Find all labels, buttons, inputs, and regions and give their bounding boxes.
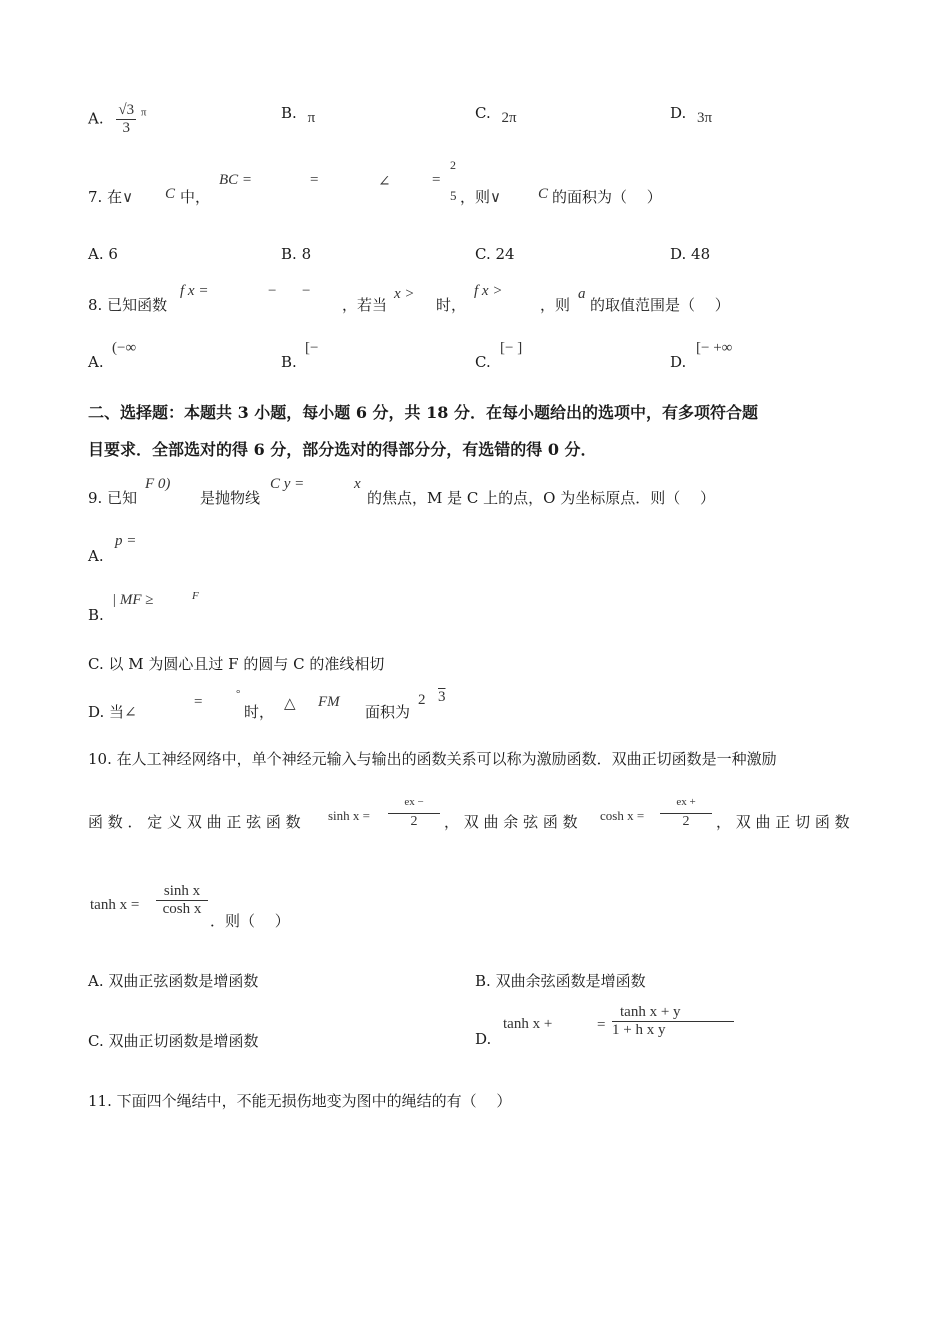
sqrt3-over-3-fraction — [116, 102, 136, 137]
q10-stem-line2: ， 双 曲 正 切 函 数 — [716, 813, 850, 831]
equals-sign: = — [310, 172, 319, 188]
q9-option-b-value: | MF ≥ — [112, 592, 154, 608]
option-label: B. — [281, 245, 297, 263]
option-label: C. — [88, 1032, 104, 1050]
fraction-denominator: 2 — [410, 814, 418, 829]
vertex-c: C — [165, 186, 176, 202]
q9-option-b-label: B. — [88, 606, 104, 624]
equals-sign: = — [597, 1017, 606, 1033]
option-value: 6 — [108, 245, 118, 263]
points-fm: FM — [318, 694, 340, 710]
option-label: D. — [670, 104, 687, 122]
option-value: 24 — [495, 245, 515, 263]
fraction-denominator: 1 + h x y — [612, 1022, 666, 1038]
q7-option-a — [88, 245, 118, 263]
fraction-numerator: 2 — [450, 158, 456, 172]
option-label: D. — [88, 703, 105, 721]
option-value: 2π — [501, 110, 517, 126]
q9-text: 面积为 — [365, 703, 411, 721]
tanh-sum-lhs: tanh x + — [503, 1016, 553, 1032]
fraction-numerator: √3 — [118, 102, 135, 118]
cosh-definition: cosh x = — [600, 808, 645, 823]
q7-stem-tail — [460, 186, 501, 207]
q7-text: 中， — [180, 188, 211, 206]
fraction-denominator: 5 — [450, 188, 457, 203]
triangle-symbol: △ — [284, 696, 296, 712]
function-expression: f x = — [180, 283, 209, 299]
condition-expression: x > — [394, 286, 415, 302]
q8-text: 时， — [436, 296, 467, 314]
q9-option-a-label: A. — [88, 547, 104, 565]
q8-option-d-label: D. — [670, 353, 687, 371]
q9-text: 的焦点，M 是 C 上的点，O 为坐标原点．则（ ） — [367, 489, 715, 507]
equals-sign: = — [194, 694, 203, 710]
section-heading-line2: 目要求．全部选对的得 6 分，部分选对的得部分分，有选错的得 0 分． — [88, 440, 597, 459]
q9-option-b-fragment: F — [192, 590, 199, 602]
option-label: C. — [88, 655, 104, 673]
q8-option-a-value: (−∞ — [112, 340, 137, 356]
parabola-equation: C y = — [270, 476, 305, 492]
option-label: B. — [281, 104, 297, 122]
q8-option-a-label: A. — [88, 353, 104, 371]
q8-option-d-value: [− +∞ — [696, 340, 733, 356]
angle-symbol: ∠ — [378, 174, 391, 190]
option-label: B. — [475, 972, 491, 990]
fraction-numerator: ex − — [388, 796, 440, 814]
question-number-text: 7. 在 — [88, 188, 123, 206]
sinh-fraction — [388, 796, 440, 830]
q8-option-b-label: B. — [281, 353, 297, 371]
minus-sign: − — [268, 283, 277, 299]
section-heading-line1: 二、选择题：本题共 3 小题，每小题 6 分，共 18 分．在每小题给出的选项中，有多项符合题 — [88, 403, 758, 422]
q10-option-a — [88, 970, 258, 991]
q10-stem-tail: ．则（ ） — [210, 912, 290, 930]
angle-symbol: ∠ — [124, 705, 137, 721]
minus-sign: − — [302, 283, 311, 299]
option-value: 双曲余弦函数是增函数 — [495, 972, 646, 990]
q10-option-c — [88, 1030, 259, 1051]
variable-x: x — [354, 476, 361, 492]
q10-stem-line2: 函 数 ． 定 义 双 曲 正 弦 函 数 — [88, 813, 301, 831]
q8-option-c-value: [− ] — [500, 340, 523, 356]
radicand: 3 — [438, 689, 446, 705]
q7-option-d — [670, 245, 710, 263]
q6-option-a — [88, 102, 146, 137]
coefficient-two: 2 — [418, 692, 426, 708]
option-value: 以 M 为圆心且过 F 的圆与 C 的准线相切 — [108, 655, 385, 673]
q6-option-d — [670, 104, 713, 126]
q9-option-d-prefix — [88, 701, 137, 722]
tanh-sum-fraction — [612, 1004, 734, 1039]
q9-text: 是抛物线 — [200, 489, 261, 507]
pi-symbol: π — [140, 106, 147, 119]
q10-stem-line2: ， 双 曲 余 弦 函 数 — [444, 813, 578, 831]
option-value: 双曲正弦函数是增函数 — [108, 972, 259, 990]
q9-option-c — [88, 653, 384, 674]
q7-text: 的面积为（ ） — [552, 188, 662, 206]
option-label: C. — [475, 245, 491, 263]
q8-text: ，则 — [540, 296, 571, 314]
q8-text: ，若当 — [342, 296, 388, 314]
q9-option-a-value: p = — [115, 533, 137, 549]
q8-text: 的取值范围是（ ） — [590, 296, 730, 314]
option-label: D. — [670, 245, 687, 263]
tanh-definition: tanh x = — [90, 897, 140, 913]
q7-text: ，则 — [460, 188, 491, 206]
q11-stem: 11. 下面四个绳结中，不能无损伤地变为图中的绳结的有（ ） — [88, 1092, 512, 1110]
q9-stem-prefix: 9. 已知 — [88, 489, 138, 507]
q7-option-c — [475, 245, 515, 263]
sinh-definition: sinh x = — [328, 808, 371, 823]
option-value: 3π — [697, 110, 713, 126]
q6-option-b — [281, 104, 316, 126]
q10-stem-line1: 10. 在人工神经网络中，单个神经元输入与输出的函数关系可以称为激励函数．双曲正切函数是一种激励 — [88, 750, 777, 768]
fraction-denominator: 3 — [122, 120, 130, 136]
equals-sign: = — [432, 172, 441, 188]
tanh-fraction — [156, 883, 208, 918]
option-value: 双曲正切函数是增函数 — [108, 1032, 259, 1050]
q6-option-c — [475, 104, 517, 126]
option-value: π — [307, 110, 316, 126]
parameter-a: a — [578, 286, 586, 302]
inequality-expression: f x > — [474, 283, 503, 299]
q10-option-d-label: D. — [475, 1030, 492, 1048]
triangle-symbol: ∨ — [122, 190, 134, 206]
triangle-symbol: ∨ — [490, 190, 501, 206]
option-label: A. — [88, 972, 104, 990]
q10-option-b — [475, 970, 646, 991]
cosh-fraction — [660, 796, 712, 830]
fraction-denominator: 2 — [682, 814, 690, 829]
q9-text: 时， — [244, 703, 275, 721]
fraction-denominator: cosh x — [162, 901, 202, 917]
option-value: 48 — [691, 245, 711, 263]
fraction-numerator: sinh x — [156, 883, 208, 901]
q8-option-c-label: C. — [475, 353, 491, 371]
fraction-numerator: tanh x + y — [612, 1004, 734, 1022]
focus-point: F 0) — [145, 476, 171, 492]
q7-option-b — [281, 245, 311, 263]
option-label: C. — [475, 104, 491, 122]
fraction-numerator: ex + — [660, 796, 712, 814]
q7-stem-prefix — [88, 186, 133, 207]
option-label: A. — [88, 245, 104, 263]
q8-option-b-value: [− — [305, 340, 319, 356]
q8-stem-prefix: 8. 已知函数 — [88, 296, 168, 314]
option-label: A. — [88, 109, 104, 128]
vertex-c: C — [538, 186, 549, 202]
degree-symbol: ° — [236, 688, 241, 700]
option-value: 8 — [301, 245, 312, 263]
q9-text: 当 — [109, 703, 125, 721]
bc-equation: BC = — [219, 172, 253, 188]
